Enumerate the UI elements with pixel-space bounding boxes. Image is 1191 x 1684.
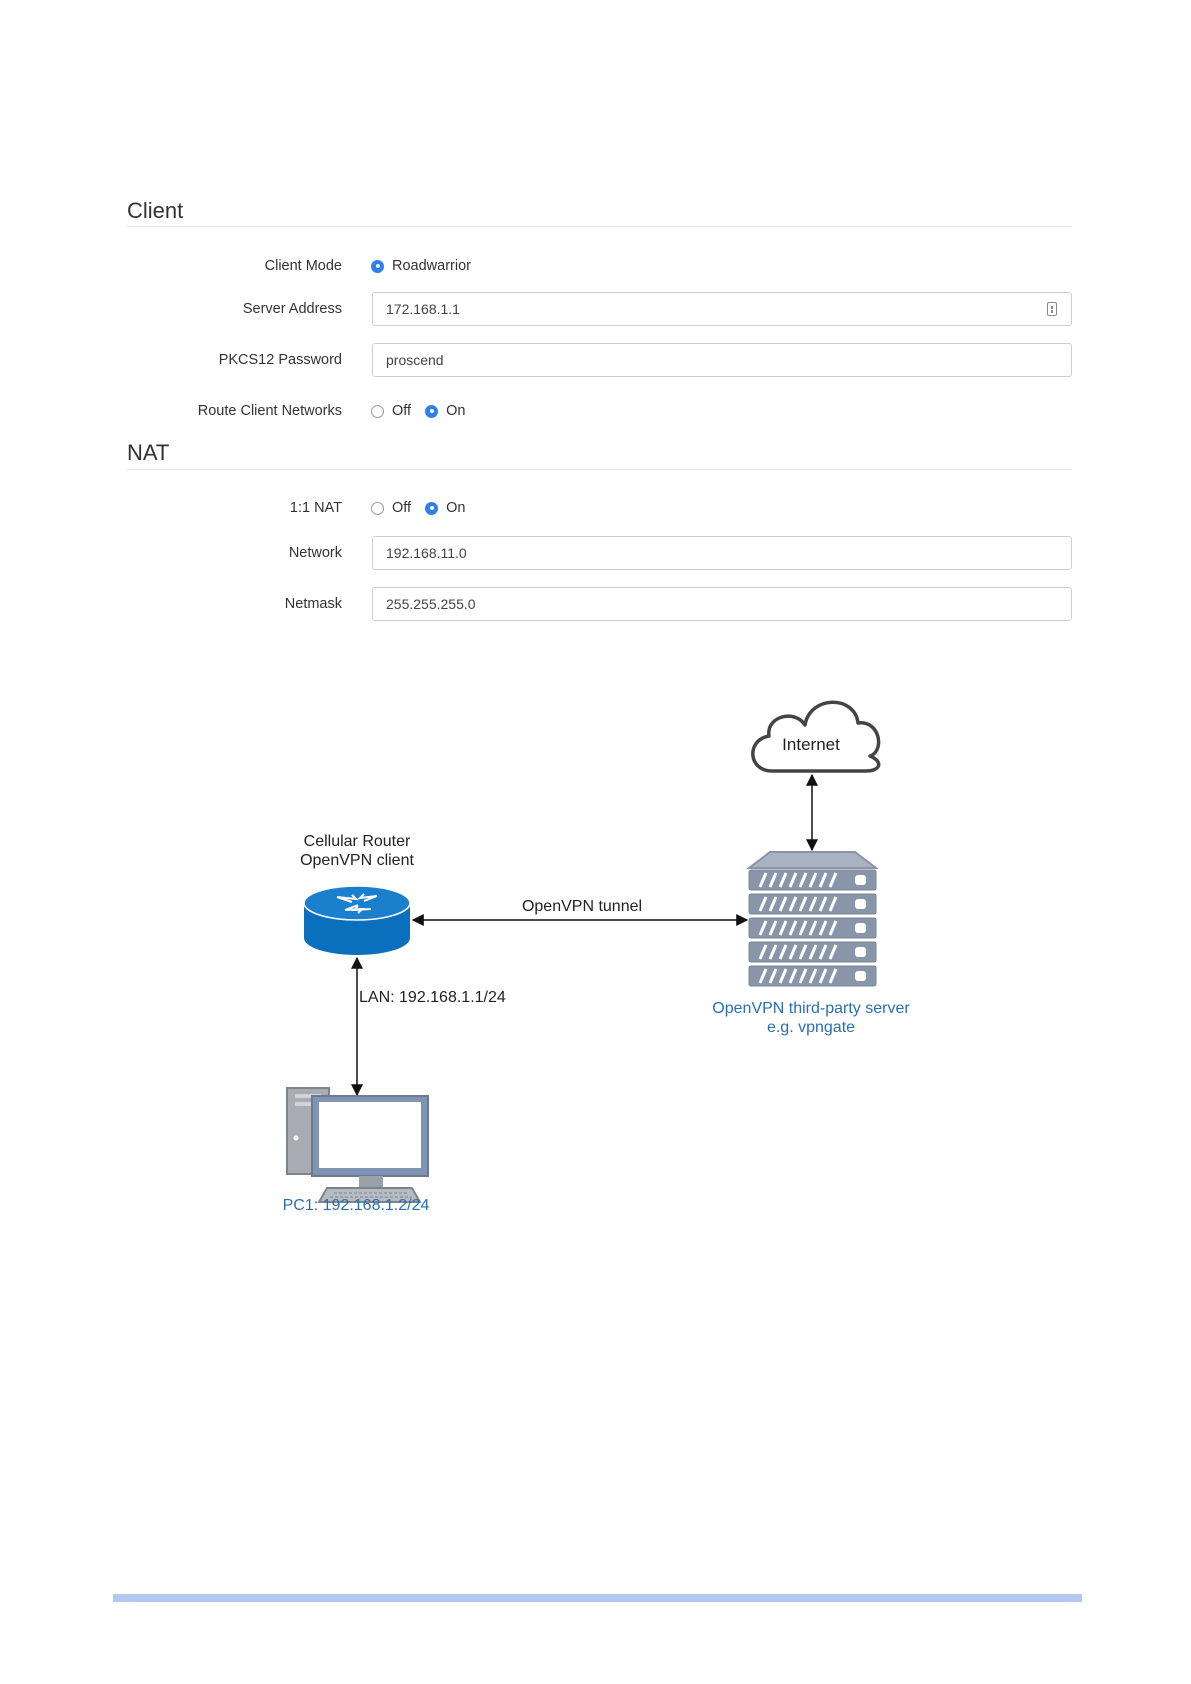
server-label-line2: e.g. vpngate xyxy=(766,1019,856,1036)
pc-icon xyxy=(287,1088,428,1202)
network-value: 192.168.11.0 xyxy=(386,545,467,561)
client-mode-label: Client Mode xyxy=(264,258,342,274)
network-label: Network xyxy=(288,545,342,561)
client-section-title: Client xyxy=(127,198,184,223)
page-footer-bar xyxy=(113,1594,1082,1602)
server-address-value: 172.168.1.1 xyxy=(386,301,460,317)
route-client-networks-label: Route Client Networks xyxy=(197,403,342,419)
pkcs12-password-value: proscend xyxy=(386,352,444,368)
one-to-one-nat-label: 1:1 NAT xyxy=(289,500,342,516)
nat-on-label: On xyxy=(446,500,466,516)
lan-label: LAN: 192.168.1.1/24 xyxy=(359,989,506,1006)
route-on-label: On xyxy=(446,403,466,419)
pc-label: PC1: 192.168.1.2/24 xyxy=(282,1197,430,1214)
nat-off-label: Off xyxy=(392,500,412,516)
internet-label: Internet xyxy=(782,735,840,754)
netmask-value: 255.255.255.0 xyxy=(386,596,476,612)
route-off-label: Off xyxy=(392,403,412,419)
netmask-label: Netmask xyxy=(284,596,342,612)
server-icon xyxy=(749,852,876,986)
server-address-label: Server Address xyxy=(242,301,342,317)
pkcs12-password-label: PKCS12 Password xyxy=(218,352,342,368)
nat-section-title: NAT xyxy=(127,440,170,465)
router-label-line1: Cellular Router xyxy=(303,833,411,850)
tunnel-label: OpenVPN tunnel xyxy=(521,898,643,915)
roadwarrior-label: Roadwarrior xyxy=(392,258,471,274)
server-label-line1: OpenVPN third-party server xyxy=(712,1000,910,1017)
router-icon xyxy=(304,886,410,955)
router-label-line2: OpenVPN client xyxy=(300,852,414,869)
